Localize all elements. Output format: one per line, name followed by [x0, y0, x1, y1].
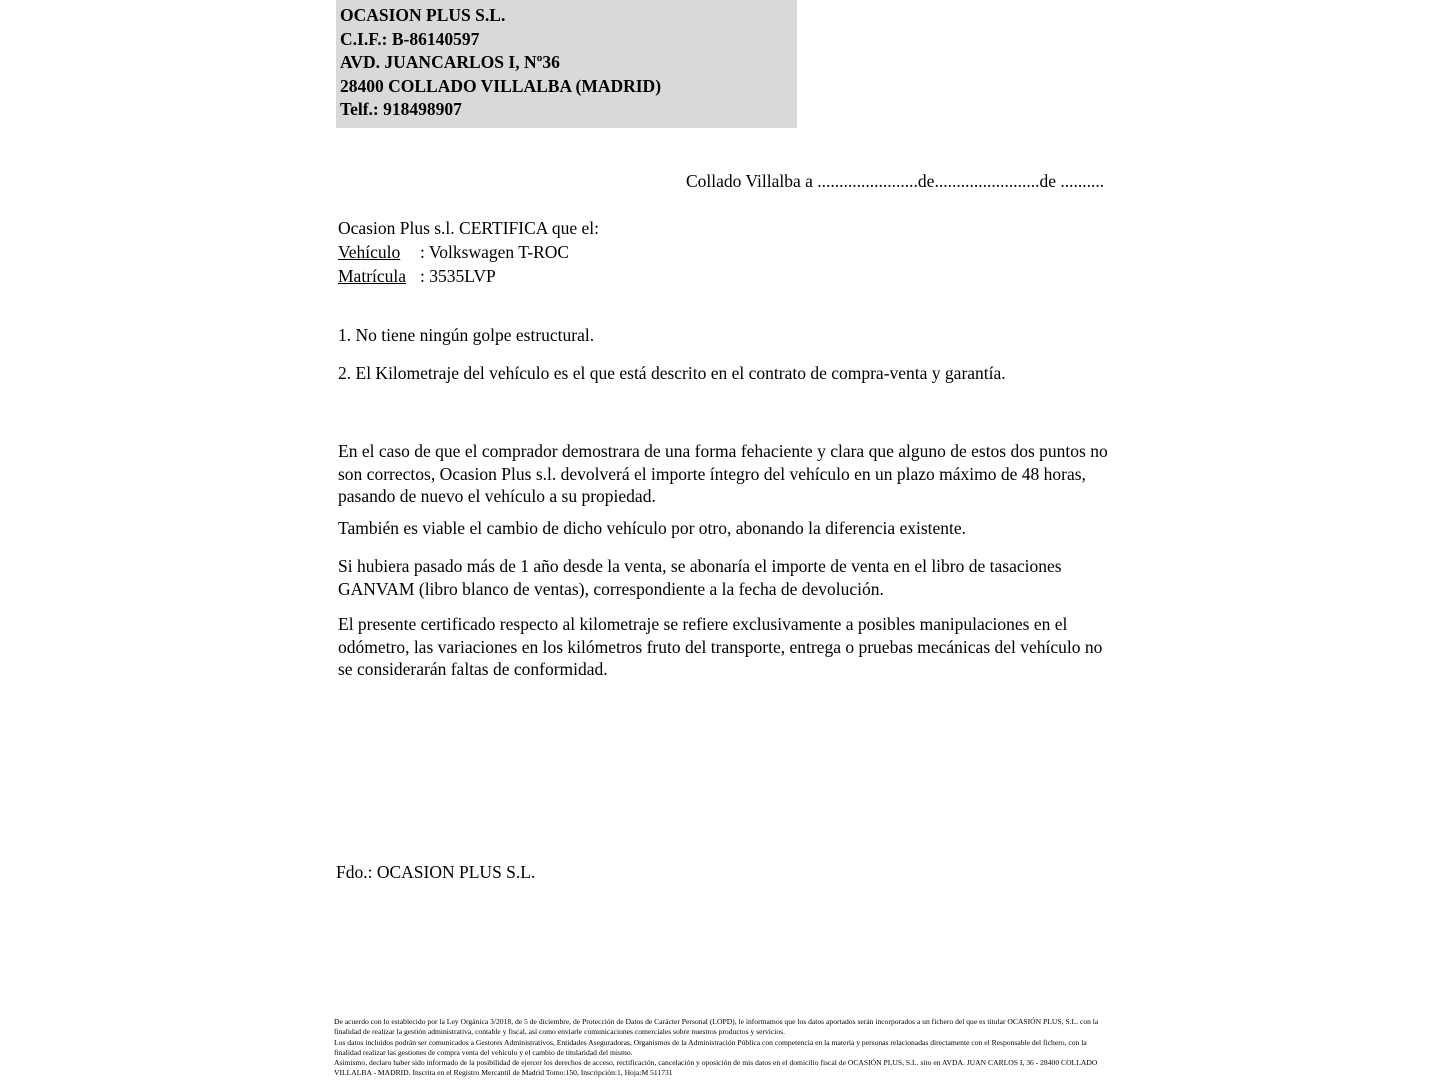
plate-row [338, 264, 599, 288]
certification-block [338, 216, 599, 288]
company-phone: Telf.: 918498907 [340, 99, 462, 119]
legal-paragraph-2: Los datos incluidos podrán ser comunicados a Gestores Administrativos, Entidades Aseguradoras, Organismos de la Administración Pública con competencia en la materia y personas relacionadas directamente con el Responsable del fichero, con la finalidad realizar las gestiones de compra venta del vehículo y el cambio de titularidad del mismo. [334, 1037, 1087, 1057]
vehicle-row [338, 240, 599, 264]
plate-label: Matrícula [338, 266, 407, 286]
paragraph-refund-terms: En el caso de que el comprador demostrara de una forma fehaciente y clara que alguno de estos dos puntos no son correctos, Ocasion Plus s.l. devolverá el importe íntegro del vehículo en un plazo máximo de 48 horas, pasando de nuevo el vehículo a su propiedad. [338, 441, 1108, 506]
company-header-block [336, 0, 797, 128]
certification-point-2: 2. El Kilometraje del vehículo es el que está descrito en el contrato de compra-venta y garantía. [338, 363, 1006, 383]
legal-paragraph-3: Asimismo, declaro haber sido informado de la posibilidad de ejercer los derechos de acceso, rectificación, cancelación y oposición de mis datos en el domicilio fiscal de OCASIÓN PLUS, S.L. sito en AVDA. JUAN CARLOS I, 36 - 28400 COLLADO VILLALBA - MADRID. Inscrita en el Registro Mercantil de Madrid Tomo:150, Inscripción:1, Hoja:M 511731 [334, 1058, 1098, 1078]
certification-point-1: 1. No tiene ningún golpe estructural. [338, 325, 595, 345]
certifica-intro: Ocasion Plus s.l. CERTIFICA que el: [338, 218, 599, 238]
company-address-city: 28400 COLLADO VILLALBA (MADRID) [340, 75, 662, 96]
paragraph-odometer-clause: El presente certificado respecto al kilometraje se refiere exclusivamente a posibles manipulaciones en el odómetro, las variaciones en los kilómetros fruto del transporte, entrega o pruebas mecánicas del vehículo no se considerarán faltas de conformidad. [338, 614, 1103, 679]
company-address-street: AVD. JUANCARLOS I, Nº36 [340, 52, 560, 72]
signature-line: Fdo.: OCASION PLUS S.L. [336, 862, 536, 882]
vehicle-label: Vehículo [338, 242, 401, 262]
legal-notice [334, 1017, 1102, 1079]
plate-value: : 3535LVP [420, 266, 496, 286]
date-line: Collado Villalba a .......................de........................de .......... [686, 171, 1105, 191]
vehicle-value: : Volkswagen T-ROC [420, 242, 570, 262]
company-cif: C.I.F.: B-86140597 [340, 28, 480, 49]
legal-paragraph-1: De acuerdo con lo establecido por la Ley Orgánica 3/2018, de 5 de diciembre, de Protección de Datos de Carácter Personal (LOPD), le informamos que los datos aportados serán incorporados a un fichero del que es titular OCASIÓN PLUS, S.L. con la finalidad de realizar la gestión administrativa, contable y fiscal, así como enviarle comunicaciones comerciales sobre nuestros productos y servicios. [334, 1017, 1099, 1037]
paragraph-one-year-clause: Si hubiera pasado más de 1 año desde la venta, se abonaría el importe de venta en el libro de tasaciones GANVAM (libro blanco de ventas), correspondiente a la fecha de devolución. [338, 556, 1062, 599]
company-name: OCASION PLUS S.L. [340, 5, 506, 25]
paragraph-vehicle-exchange: También es viable el cambio de dicho vehículo por otro, abonando la diferencia existente. [338, 518, 967, 538]
